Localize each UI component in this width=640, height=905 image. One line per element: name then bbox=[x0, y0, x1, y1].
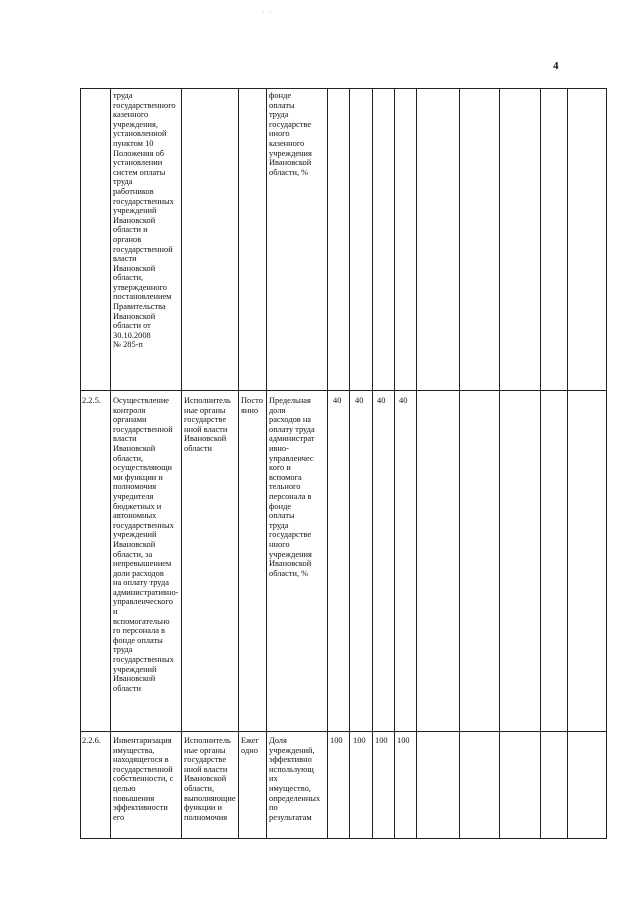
row-3-value-3: 100 bbox=[375, 736, 388, 745]
row-2-value-2: 40 bbox=[355, 396, 364, 405]
row-3-name: Инвентаризация имущества, находящегося в государственной собственности, с целью повышения эффективности его bbox=[113, 736, 174, 822]
row-2-number: 2.2.5. bbox=[82, 396, 101, 405]
row-2-name: Осуществление контроля органами государственной власти Ивановской области, осуществляющи ми функции и полномочия учредителя бюджетных и автономных государственных учреждений Ивановской области, за непревышением доли расходов на оплату труда административно- управленческого и вспомогательно го персонала в фонде оплаты труда государственных учреждений Ивановской области bbox=[113, 396, 179, 693]
column-divider bbox=[349, 88, 350, 839]
row-divider bbox=[80, 390, 607, 391]
row-3-executor: Исполнитель ные органы государстве нной власти Ивановской области, выполняющие функции и полномочия bbox=[184, 736, 236, 822]
table-border-bottom bbox=[80, 838, 607, 839]
row-2-executor: Исполнитель ные органы государстве нной власти Ивановской области bbox=[184, 396, 231, 453]
column-divider bbox=[266, 88, 267, 839]
column-divider bbox=[394, 88, 395, 839]
row-3-term: Ежег одно bbox=[241, 736, 259, 755]
column-divider bbox=[459, 88, 460, 839]
row-3-value-4: 100 bbox=[397, 736, 410, 745]
row-3-value-1: 100 bbox=[330, 736, 343, 745]
column-divider bbox=[499, 88, 500, 839]
row-divider bbox=[80, 731, 607, 732]
row-2-indicator: Предельная доля расходов на оплату труда администрат ивно- управленчес кого и вспомога тельного персонала в фонде оплаты труда государстве нного учреждения Ивановской области, % bbox=[269, 396, 315, 578]
table-border-right bbox=[606, 88, 607, 839]
column-divider bbox=[416, 88, 417, 839]
row-2-value-4: 40 bbox=[399, 396, 408, 405]
column-divider bbox=[238, 88, 239, 839]
page-number: 4 bbox=[553, 60, 559, 72]
measures-table bbox=[80, 88, 607, 839]
table-border-left bbox=[80, 88, 81, 839]
row-2-term: Посто янно bbox=[241, 396, 263, 415]
row-1-name: труда государственного казенного учреждения, установленной пунктом 10 Положения об установлении систем оплаты труда работников государственных учреждений Ивановской области и органов государственной власти Ивановской области, утвержденного постановлением Правительства Ивановской области от 30.10.2008 № 285-п bbox=[113, 91, 176, 350]
row-1-indicator: фонде оплаты труда государстве нного казенного учреждения Ивановской области, % bbox=[269, 91, 312, 177]
row-3-value-2: 100 bbox=[353, 736, 366, 745]
row-3-indicator: Доля учреждений, эффективно использующ их имущество, определенных по результатам bbox=[269, 736, 321, 822]
column-divider bbox=[540, 88, 541, 839]
table-border-top bbox=[80, 88, 607, 89]
row-2-value-1: 40 bbox=[333, 396, 342, 405]
row-2-value-3: 40 bbox=[377, 396, 386, 405]
column-divider bbox=[372, 88, 373, 839]
column-divider bbox=[110, 88, 111, 839]
column-divider bbox=[181, 88, 182, 839]
scan-mark: · · bbox=[262, 8, 273, 17]
column-divider bbox=[327, 88, 328, 839]
row-3-number: 2.2.6. bbox=[82, 736, 101, 745]
column-divider bbox=[567, 88, 568, 839]
